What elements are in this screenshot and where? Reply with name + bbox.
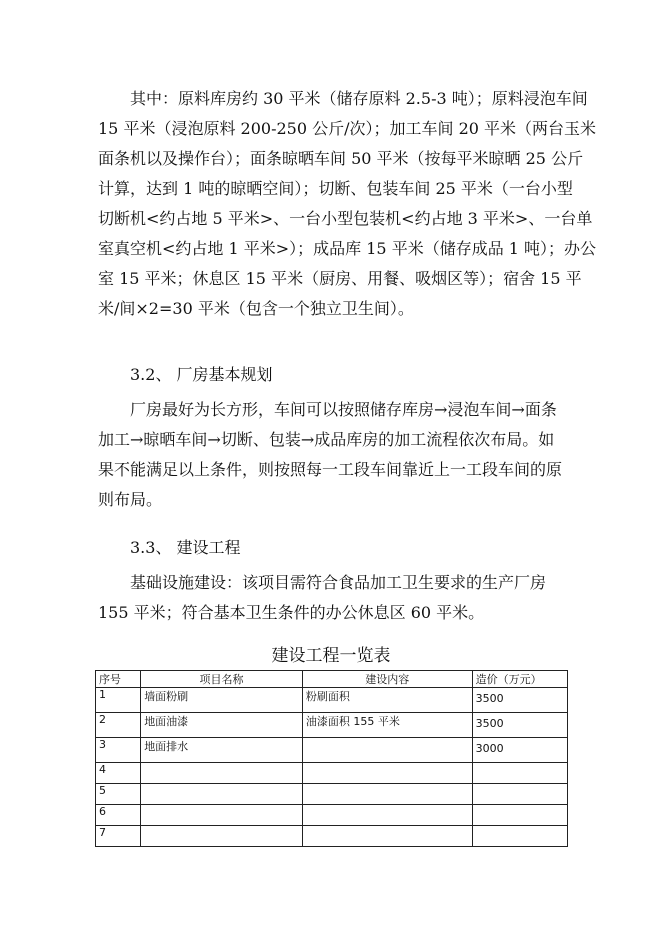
text-line: 厂房最好为长方形，车间可以按照储存库房→浸泡车间→面条 <box>130 400 557 419</box>
text-line: 155 平米；符合基本卫生条件的办公休息区 60 平米。 <box>98 603 485 622</box>
cell-index: 4 <box>96 763 141 784</box>
table-row <box>96 805 568 826</box>
table-row <box>96 763 568 784</box>
cell-cost: 3000 <box>472 738 567 763</box>
text-line: 则布局。 <box>98 490 163 509</box>
table-header-row <box>96 671 568 688</box>
cell-item-name <box>141 826 303 847</box>
cell-item-name <box>141 784 303 805</box>
cell-content <box>302 763 472 784</box>
cell-content: 粉刷面积 <box>302 688 472 713</box>
cell-index: 5 <box>96 784 141 805</box>
cell-content: 油漆面积 155 平米 <box>302 713 472 738</box>
paragraph-infrastructure <box>98 568 568 628</box>
text-line: 15 平米（浸泡原料 200-250 公斤/次）；加工车间 20 平米（两台玉米 <box>98 119 597 138</box>
section-heading-3-3: 3.3、 建设工程 <box>130 538 241 557</box>
text-line: 室真空机<约占地 1 平米>）；成品库 15 平米（储存成品 1 吨）；办公 <box>98 239 597 258</box>
header-cost: 造价（万元） <box>472 671 567 688</box>
table-title: 建设工程一览表 <box>271 646 391 666</box>
text-line: 基础设施建设：该项目需符合食品加工卫生要求的生产厂房 <box>130 573 547 592</box>
cell-cost: 3500 <box>472 713 567 738</box>
cell-cost <box>472 805 567 826</box>
cell-index: 3 <box>96 738 141 763</box>
cell-index: 7 <box>96 826 141 847</box>
text-line: 加工→晾晒车间→切断、包装→成品库房的加工流程依次布局。如 <box>98 430 555 449</box>
cell-item-name: 地面油漆 <box>141 713 303 738</box>
cell-content <box>302 826 472 847</box>
table-row <box>96 738 568 763</box>
paragraph-room-areas <box>98 84 597 324</box>
text-line: 其中：原料库房约 30 平米（储存原料 2.5-3 吨）；原料浸泡车间 <box>130 89 588 108</box>
cell-item-name: 地面排水 <box>141 738 303 763</box>
cell-index: 2 <box>96 713 141 738</box>
text-line: 切断机<约占地 5 平米>、一台小型包装机<约占地 3 平米>、一台单 <box>98 209 593 228</box>
table-row <box>96 826 568 847</box>
table-row <box>96 784 568 805</box>
cell-content <box>302 738 472 763</box>
cell-item-name: 墙面粉刷 <box>141 688 303 713</box>
cell-cost <box>472 763 567 784</box>
cell-index: 1 <box>96 688 141 713</box>
header-item-name: 项目名称 <box>141 671 303 688</box>
text-line: 计算，达到 1 吨的晾晒空间）；切断、包装车间 25 平米（一台小型 <box>98 179 573 198</box>
cell-item-name <box>141 763 303 784</box>
table-row <box>96 688 568 713</box>
text-line: 室 15 平米；休息区 15 平米（厨房、用餐、吸烟区等）；宿舍 15 平 <box>98 269 582 288</box>
cell-item-name <box>141 805 303 826</box>
cell-cost: 3500 <box>472 688 567 713</box>
cell-cost <box>472 826 567 847</box>
table-row <box>96 713 568 738</box>
cell-index: 6 <box>96 805 141 826</box>
paragraph-plant-layout <box>98 395 568 515</box>
cell-content <box>302 784 472 805</box>
text-line: 米/间×2=30 平米（包含一个独立卫生间）。 <box>98 299 414 318</box>
text-line: 果不能满足以上条件，则按照每一工段车间靠近上一工段车间的原 <box>98 460 563 479</box>
header-content: 建设内容 <box>302 671 472 688</box>
cell-content <box>302 805 472 826</box>
construction-table <box>95 670 568 847</box>
section-heading-3-2: 3.2、 厂房基本规划 <box>130 365 273 384</box>
cell-cost <box>472 784 567 805</box>
header-index: 序号 <box>96 671 141 688</box>
text-line: 面条机以及操作台）；面条晾晒车间 50 平米（按每平米晾晒 25 公斤 <box>98 149 584 168</box>
